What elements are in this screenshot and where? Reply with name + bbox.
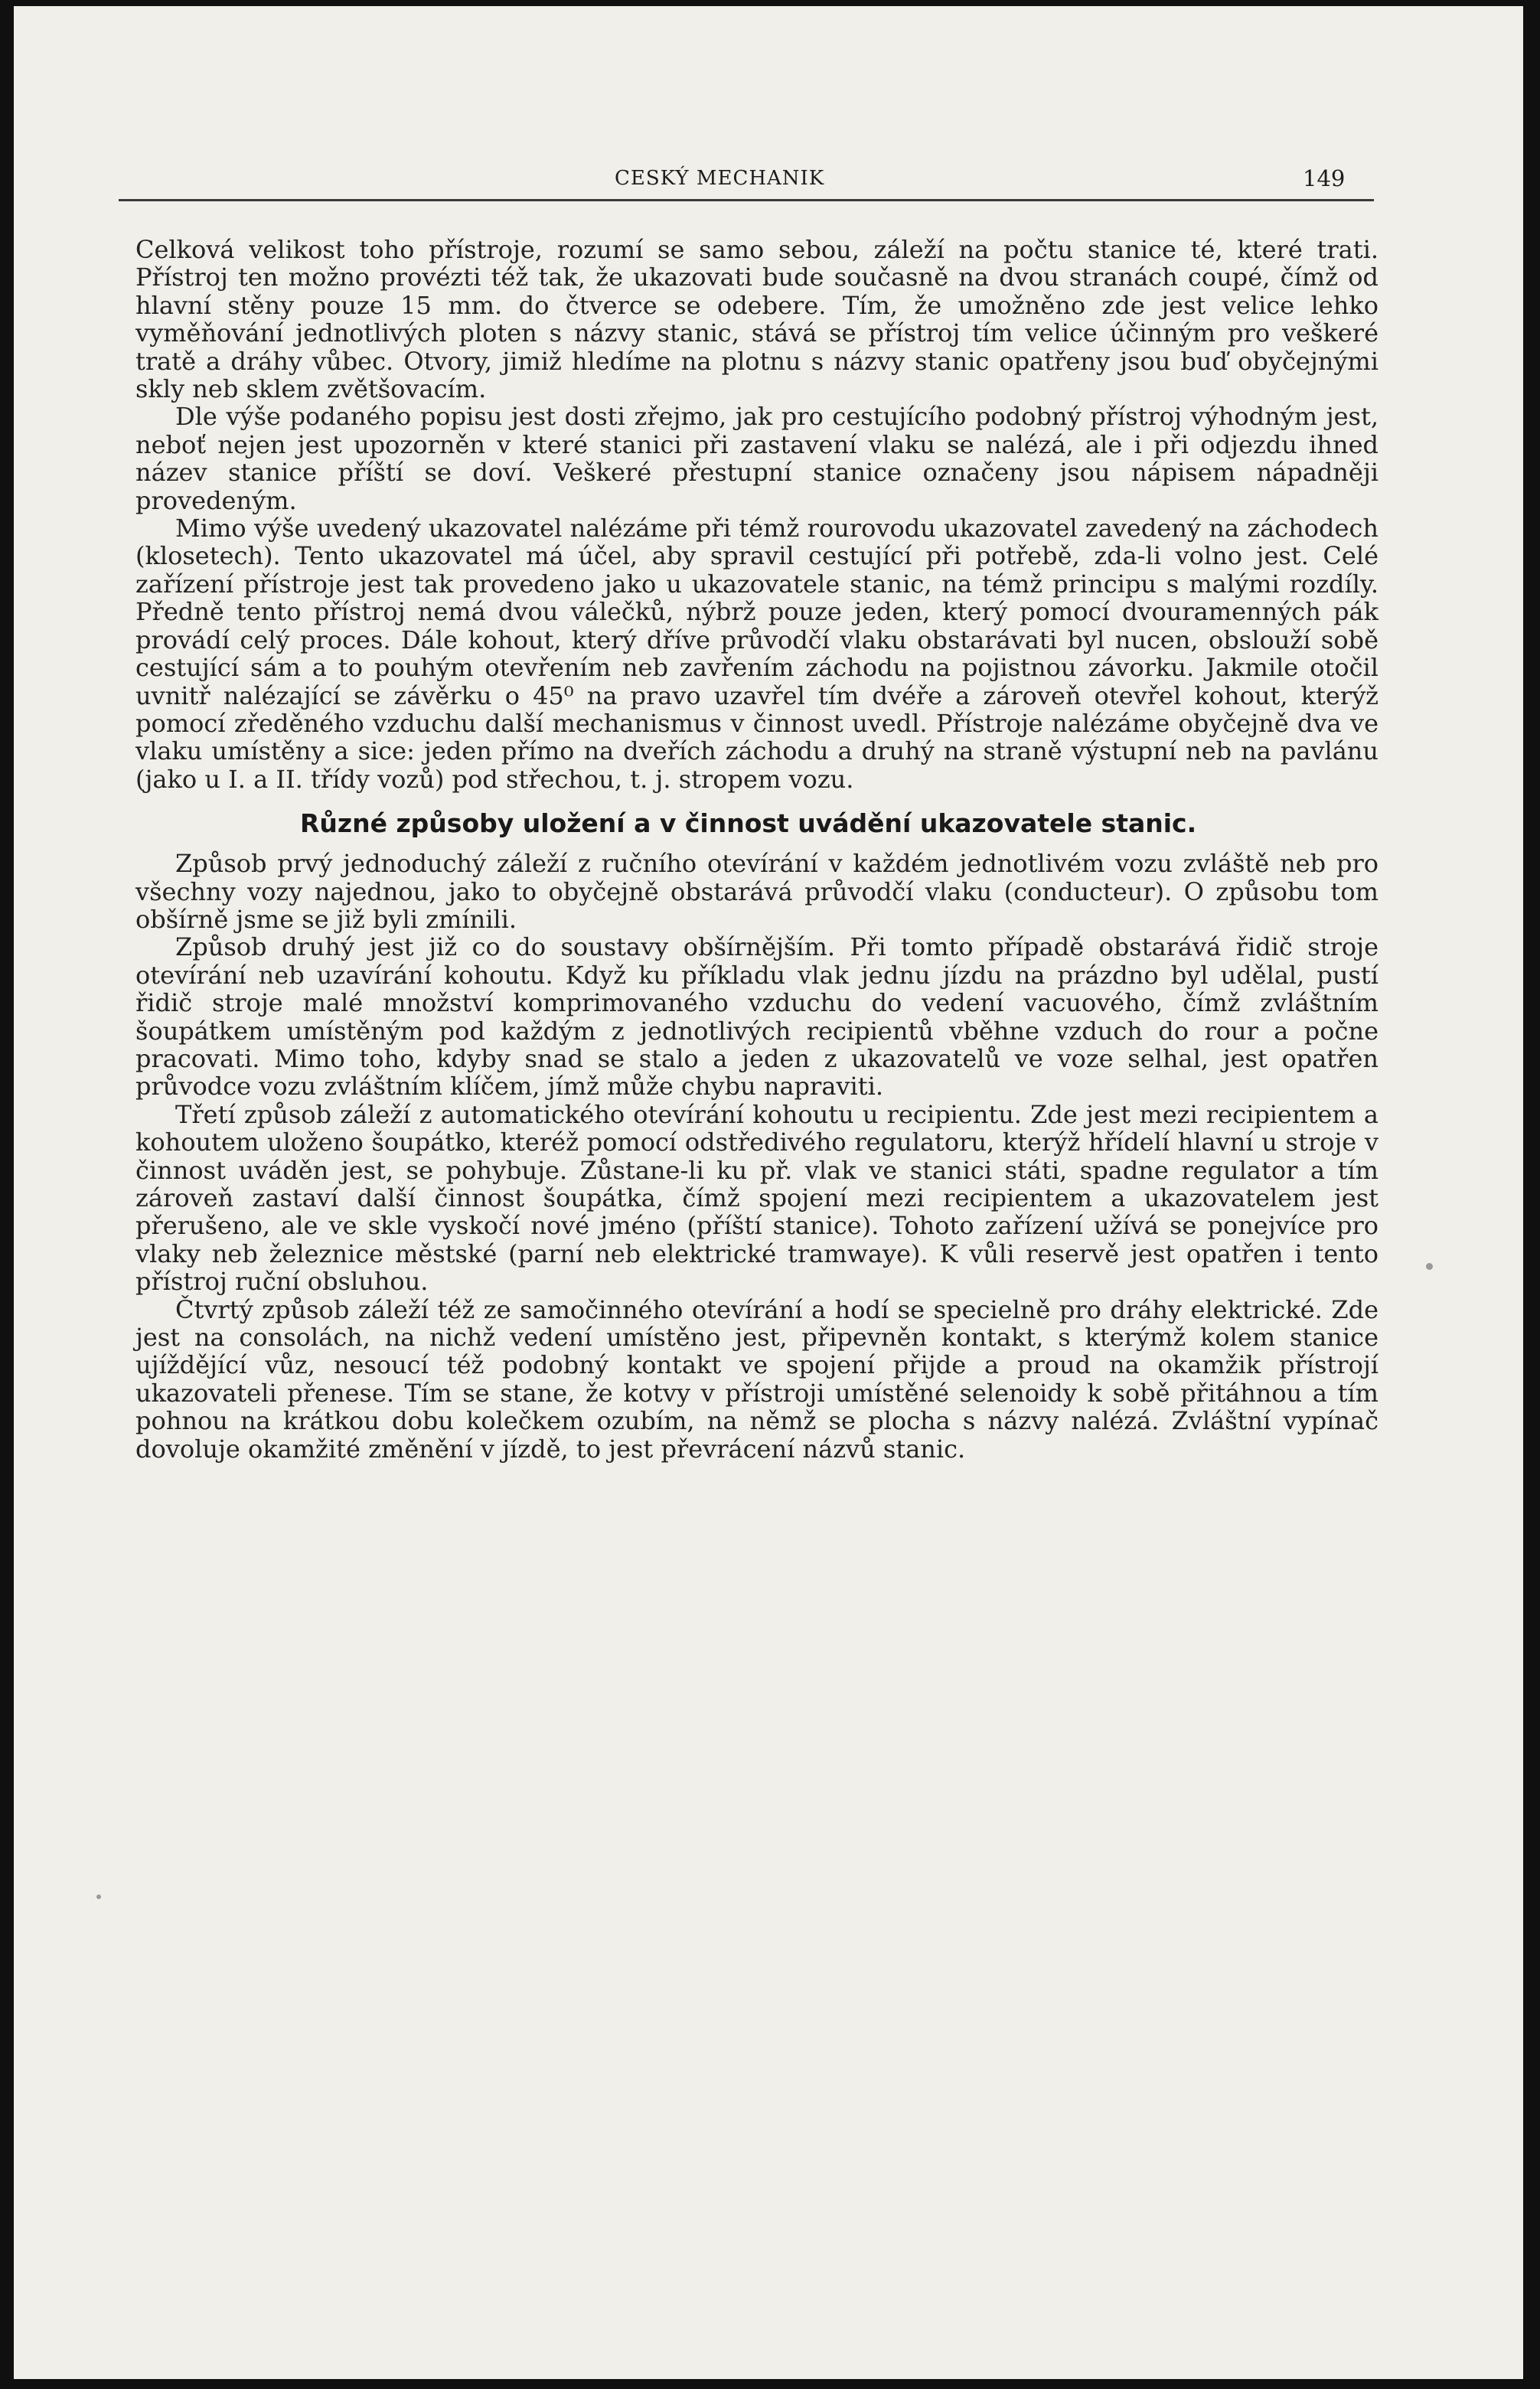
paragraph: Celková velikost toho přístroje, rozumí se samo sebou, záleží na počtu stanice té, které trati. Přístroj ten možno provézti též tak, že ukazovati bude současně na dvou stranách coupé, čímž od hlavní stěny pouze 15 mm. do čtverce se odebere. Tím, že umožněno zde jest velice lehko vyměňování jednotlivých ploten s názvy stanic, stává se přístroj tím velice účinným pro veškeré tratě a dráhy vůbec. Otvory, jimiž hledíme na plotnu s názvy stanic opatřeny jsou buď obyčejnými skly neb sklem zvětšovacím.	[135, 235, 1378, 404]
page-number: 149	[1303, 165, 1346, 191]
paragraph: Čtvrtý způsob záleží též ze samočinného otevírání a hodí se specielně pro dráhy elektrické. Zde jest na consolách, na nichž vedení umístěno jest, připevněn kontakt, s kterýmž kolem stanice ujíždějící vůz, nesoucí též podobný kontakt ve spojení přijde a proud na okamžik přístrojí ukazovateli přenese. Tím se stane, že kotvy v přístroji umístěné selenoidy k sobě přitáhnou a tím pohnou na krátkou dobu kolečkem ozubím, na němž se plocha s názvy nalézá. Zvláštní vypínač dovoluje okamžité změnění v jízdě, to jest převrácení názvů stanic.	[135, 1294, 1378, 1464]
paper-speck	[96, 1895, 101, 1899]
paragraph: Dle výše podaného popisu jest dosti zřejmo, jak pro cestujícího podobný přístroj výhodným jest, neboť nejen jest upozorněn v které stanici při zastavení vlaku se nalézá, ale i při odjezdu ihned název stanice příští se doví. Veškeré přestupní stanice označeny jsou nápisem nápadněji provedeným.	[135, 402, 1378, 515]
running-title: CESKÝ MECHANIK	[615, 167, 825, 190]
paragraph: Způsob prvý jednoduchý záleží z ručního otevírání v každém jednotlivém vozu zvláště neb pro všechny vozy najednou, jako to obyčejně obstarává průvodčí vlaku (conducteur). O způsobu tom obšírně jsme se již byli zmínili.	[135, 849, 1378, 934]
paragraph: Třetí způsob záleží z automatického otevírání kohoutu u recipientu. Zde jest mezi recipientem a kohoutem uloženo šoupátko, kteréž pomocí odstředivého regulatoru, kterýž hřídelí hlavní u stroje v činnost uváděn jest, se pohybuje. Zůstane-li ku př. vlak ve stanici státi, spadne regulator a tím zároveň zastaví další činnost šoupátka, čímž spojení mezi recipientem a ukazovatelem jest přerušeno, ale ve skle vyskočí nové jméno (příští stanice). Tohoto zařízení užívá se ponejvíce pro vlaky neb železnice městské (parní neb elektrické tramwaye). K vůli reservě jest opatřen i tento přístroj ruční obsluhou.	[135, 1099, 1378, 1297]
book-page	[14, 6, 1523, 2379]
paper-speck	[1426, 1263, 1433, 1270]
page-header	[14, 159, 1523, 205]
header-rule	[119, 199, 1374, 201]
paragraph: Mimo výše uvedený ukazovatel nalézáme při témž rourovodu ukazovatel zavedený na záchodech (klosetech). Tento ukazovatel má účel, aby spravil cestující při potřebě, zda-li volno jest. Celé zařízení přístroje jest tak provedeno jako u ukazovatele stanic, na témž principu s malými rozdíly. Předně tento přístroj nemá dvou válečků, nýbrž pouze jeden, který pomocí dvouramenných pák provádí celý proces. Dále kohout, který dříve průvodčí vlaku obstarávati byl nucen, obslouží sobě cestující sám a to pouhým otevřením neb zavřením záchodu na pojistnou závorku. Jakmile otočil uvnitř nalézající se závěrku o 45⁰ na pravo uzavřel tím dvéře a zároveň otevřel kohout, kterýž pomocí zředěného vzduchu další mechanismus v činnost uvedl. Přístroje nalézáme obyčejně dva ve vlaku umístěny a sice: jeden přímo na dveřích záchodu a druhý na straně výstupní neb na pavlánu (jako u I. a II. třídy vozů) pod střechou, t. j. stropem vozu.	[135, 514, 1378, 794]
page-body	[135, 236, 1378, 1463]
paragraph: Způsob druhý jest již co do soustavy obšírnějším. Při tomto případě obstarává řidič stroje otevírání neb uzavírání kohoutu. Když ku příkladu vlak jednu jízdu na prázdno byl udělal, pustí řidič stroje malé množství komprimovaného vzduchu do vedení vacuového, čímž zvláštním šoupátkem umístěným pod každým z jednotlivých recipientů vběhne vzduch do rour a počne pracovati. Mimo toho, kdyby snad se stalo a jeden z ukazovatelů ve voze selhal, jest opatřen průvodce vozu zvláštním klíčem, jímž může chybu napraviti.	[135, 932, 1378, 1101]
section-heading: Různé způsoby uložení a v činnost uvádění ukazovatele stanic.	[300, 808, 1197, 839]
